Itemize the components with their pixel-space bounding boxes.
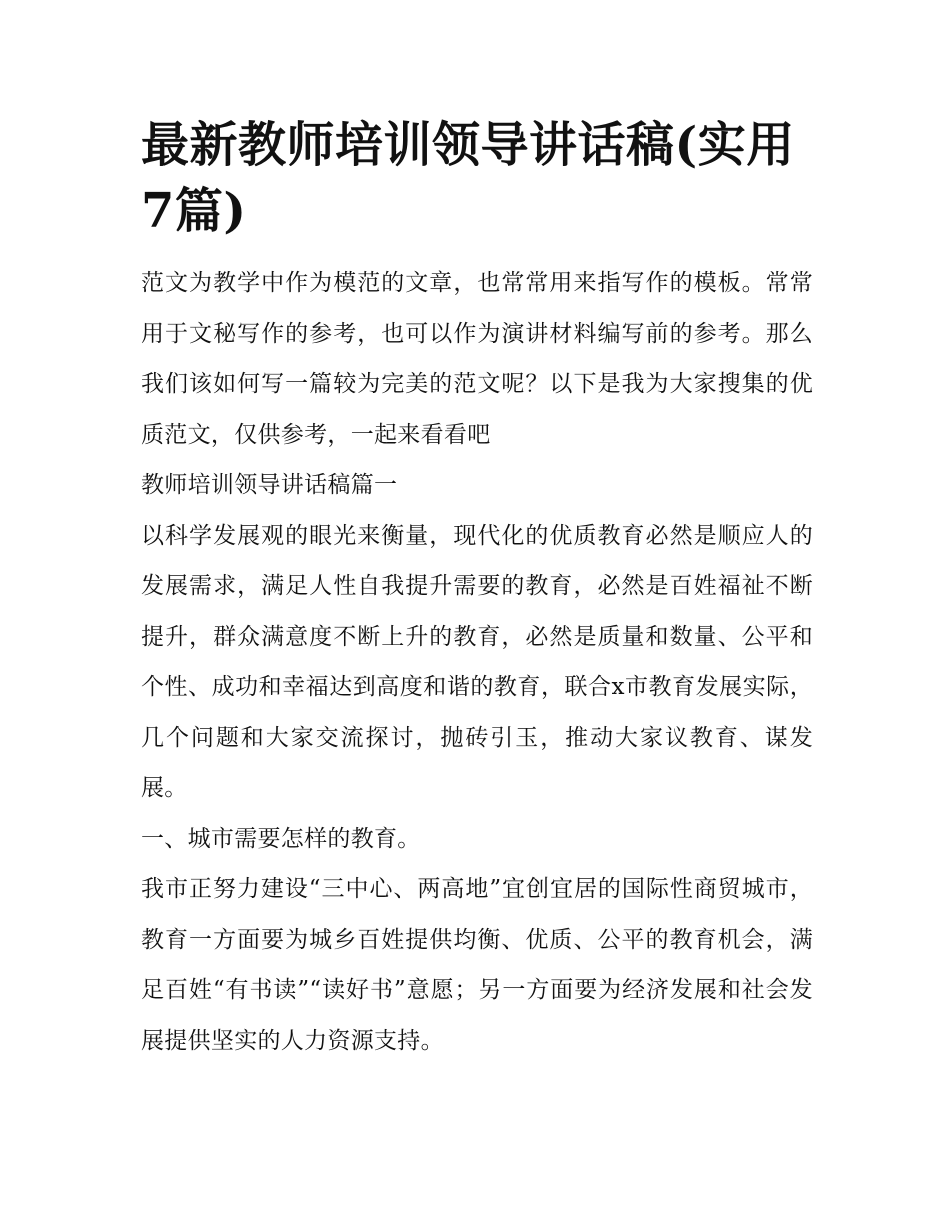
body-paragraph: 以科学发展观的眼光来衡量，现代化的优质教育必然是顺应人的发展需求，满足人性自我提升需要的教育，必然是百姓福祉不断提升，群众满意度不断上升的教育，必然是质量和数量、公平和个性、成功和幸福达到高度和谐的教育，联合x市教育发展实际，几个问题和大家交流探讨，抛砖引玉，推动大家议教育、谋发展。 [141,522,813,801]
section-heading: 教师培训领导讲话稿篇一 [141,472,398,498]
intro-paragraph: 范文为教学中作为模范的文章，也常常用来指写作的模板。常常用于文秘写作的参考，也可以作为演讲材料编写前的参考。那么我们该如何写一篇较为完美的范文呢？以下是我为大家搜集的优质范文，仅供参考，一起来看看吧 [141,270,813,448]
document-title: 最新教师培训领导讲话稿(实用7篇) [141,117,795,239]
document-page [141,112,813,1066]
document-body [141,258,813,1066]
subsection-heading: 一、城市需要怎样的教育。 [141,825,421,852]
body-paragraph: 我市正努力建设“三中心、两高地”宜创宜居的国际性商贸城市，教育一方面要为城乡百姓提供均衡、优质、公平的教育机会，满足百姓“有书读”“读好书”意愿；另一方面要为经济发展和社会发展提供坚实的人力资源支持。 [141,876,813,1054]
